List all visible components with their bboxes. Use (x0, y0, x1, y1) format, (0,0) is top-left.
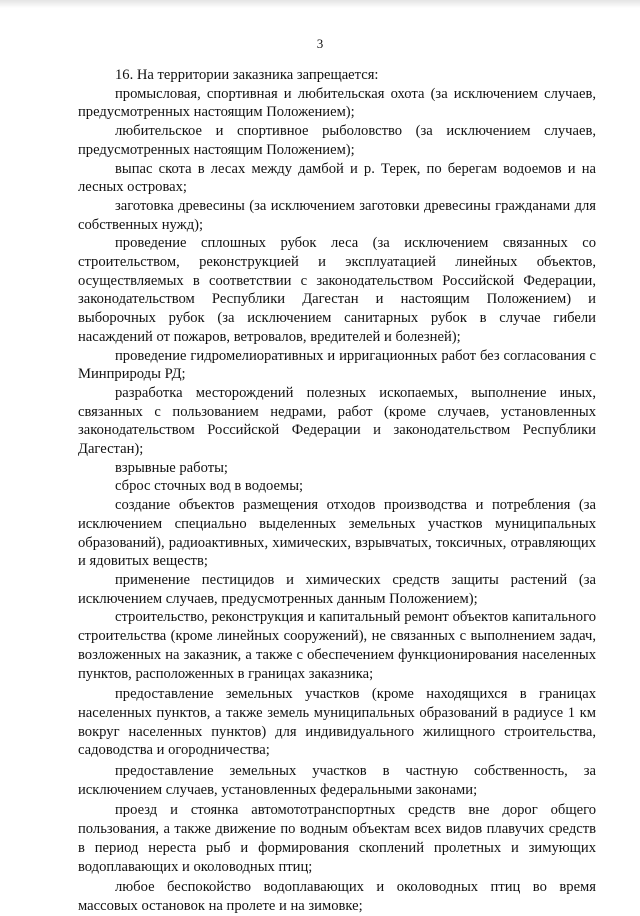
section-heading: 16. На территории заказника запрещается: (115, 67, 379, 83)
scan-edge (0, 0, 640, 8)
paragraph: взрывные работы; (115, 459, 228, 476)
page-number: 3 (316, 36, 324, 51)
paragraph: применение пестицидов и химических средств защиты растений (за исключением случаев, предусмотренных данным Положением); (78, 571, 596, 607)
document-body (78, 66, 596, 916)
paragraph: предоставление земельных участков (кроме находящихся в границах населенных пунктов, а также земель муниципальных образований в радиусе 1 км вокруг населенных пунктов) для индивидуального жилищного строительства, садоводства и огородничества; (78, 686, 596, 759)
paragraph: разработка месторождений полезных ископаемых, выполнение иных, связанных с пользованием недрами, работ (кроме случаев, установленных законодательством Российской Федерации и законодательством Республики Дагестан); (78, 384, 596, 458)
paragraph: проведение сплошных рубок леса (за исключением связанных со строительством, реконструкцией и эксплуатацией линейных объектов, осуществляемых в соответствии с законодательством Российской Федерации, законодательством Республики Дагестан и настоящим Положением) и выборочных рубок (за исключением санитарных рубок в случае гибели насаждений от пожаров, ветровалов, вредителей и болезней); (78, 235, 596, 345)
paragraph: любительское и спортивное рыболовство (за исключением случаев, предусмотренных настоящим Положением); (78, 123, 596, 158)
paragraph: сброс сточных вод в водоемы; (115, 478, 304, 495)
paragraph: любое беспокойство водоплавающих и околоводных птиц во время массовых остановок на пролете и на зимовке; (78, 879, 596, 914)
paragraph: промысловая, спортивная и любительская охота (за исключением случаев, предусмотренных настоящим Положением); (78, 85, 596, 121)
paragraph: создание объектов размещения отходов производства и потребления (за исключением специально выделенных земельных участков муниципальных образований), радиоактивных, химических, взрывчатых, токсичных, отравляющих и ядовитых веществ; (78, 497, 596, 570)
paragraph: строительство, реконструкция и капитальный ремонт объектов капитального строительства (кроме линейных сооружений), не связанных с выполнением задач, возложенных на заказник, а также с обеспечением функционирования населенных пунктов, расположенных в границах заказника; (78, 609, 596, 682)
paragraph: выпас скота в лесах между дамбой и р. Терек, по берегам водоемов и на лесных островах; (78, 160, 596, 196)
paragraph: проведение гидромелиоративных и ирригационных работ без согласования с Минприроды РД; (78, 347, 596, 383)
paragraph: предоставление земельных участков в частную собственность, за исключением случаев, установленных федеральными законами; (78, 763, 596, 798)
paragraph: проезд и стоянка автомототранспортных средств вне дорог общего пользования, а также движение по водным объектам всех видов плавучих средств в период нереста рыб и формирования скоплений пролетных и зимующих водоплавающих и околоводных птиц; (78, 802, 596, 875)
paragraph: заготовка древесины (за исключением заготовки древесины гражданами для собственных нужд); (78, 197, 596, 233)
